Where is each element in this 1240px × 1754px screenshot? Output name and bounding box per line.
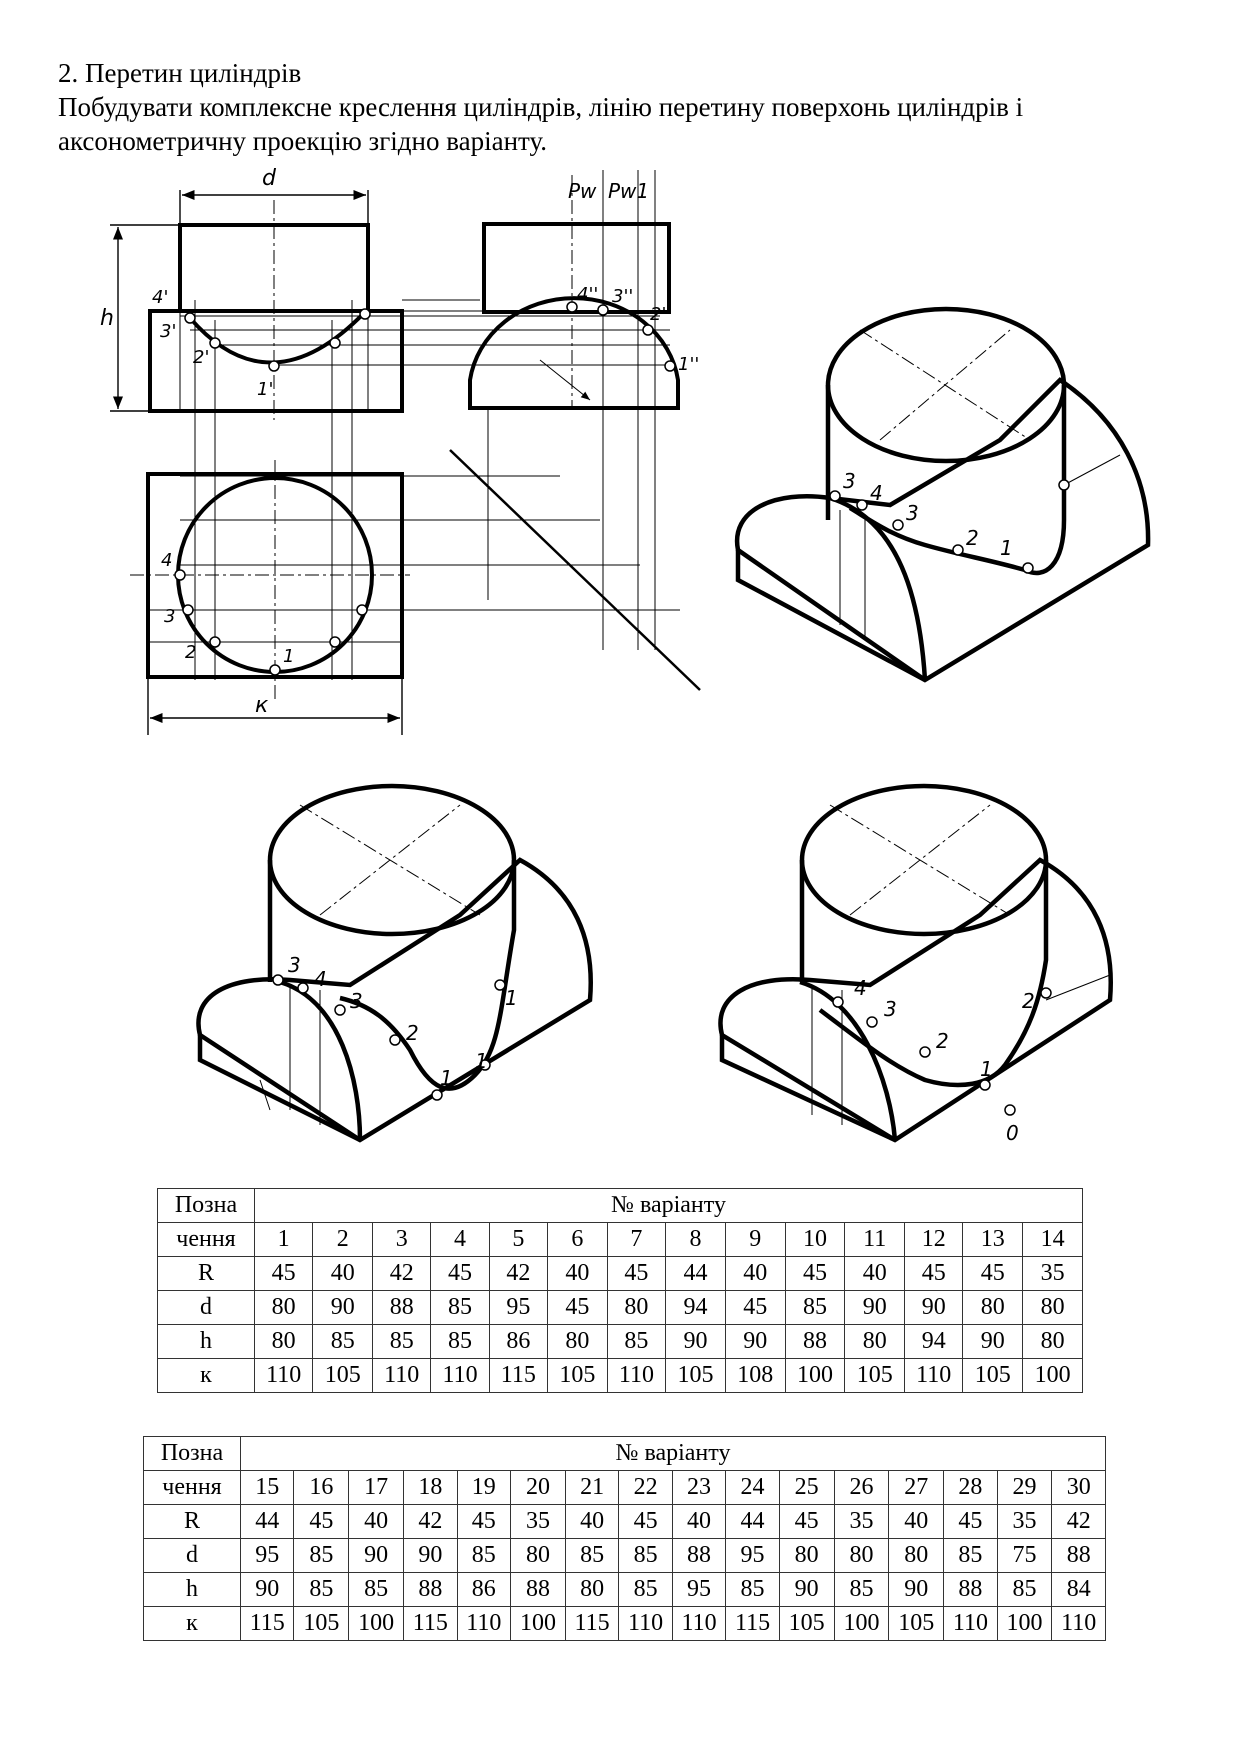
isometric-view-2 bbox=[198, 786, 590, 1140]
variant-cell: 30 bbox=[1052, 1471, 1106, 1505]
table-row bbox=[158, 1359, 1083, 1393]
table-cell: 85 bbox=[373, 1325, 431, 1359]
variant-cell: 5 bbox=[489, 1223, 547, 1257]
table-cell: 110 bbox=[373, 1359, 431, 1393]
table-cell: 115 bbox=[489, 1359, 547, 1393]
variant-cell: 16 bbox=[294, 1471, 349, 1505]
front-point-2: 2' bbox=[193, 347, 210, 368]
table-cell: 42 bbox=[1052, 1505, 1106, 1539]
table-cell: 115 bbox=[241, 1607, 294, 1641]
table-cell: 45 bbox=[785, 1257, 845, 1291]
iso3-point-4: 4 bbox=[854, 976, 867, 1000]
iso3-point-1: 1 bbox=[980, 1057, 993, 1081]
table-cell: 90 bbox=[349, 1539, 404, 1573]
variant-cell: 7 bbox=[607, 1223, 665, 1257]
table-cell: 44 bbox=[666, 1257, 726, 1291]
table-cell: 90 bbox=[889, 1573, 944, 1607]
table-cell: 105 bbox=[889, 1607, 944, 1641]
table-cell: 45 bbox=[963, 1257, 1023, 1291]
variants-table-2 bbox=[143, 1436, 1106, 1641]
table-header-row bbox=[158, 1189, 1083, 1223]
table-cell: 80 bbox=[1023, 1325, 1083, 1359]
table-cell: 95 bbox=[241, 1539, 294, 1573]
plane-label-pw: Pw bbox=[568, 179, 597, 203]
table-cell: 80 bbox=[255, 1325, 313, 1359]
table-cell: 42 bbox=[373, 1257, 431, 1291]
table-cell: 90 bbox=[404, 1539, 457, 1573]
top-view bbox=[130, 460, 410, 700]
dim-label-h: h bbox=[100, 306, 114, 331]
table-cell: 45 bbox=[619, 1505, 672, 1539]
row-label: h bbox=[144, 1573, 241, 1607]
table-cell: 85 bbox=[565, 1539, 618, 1573]
table-cell: 110 bbox=[944, 1607, 997, 1641]
table-cell: 40 bbox=[548, 1257, 608, 1291]
variant-cell: 15 bbox=[241, 1471, 294, 1505]
header-label-cell: чення bbox=[158, 1223, 255, 1257]
variant-cell: 3 bbox=[373, 1223, 431, 1257]
variant-cell: 22 bbox=[619, 1471, 672, 1505]
table-cell: 45 bbox=[548, 1291, 608, 1325]
row-label: к bbox=[144, 1607, 241, 1641]
variant-cell: 10 bbox=[785, 1223, 845, 1257]
table-cell: 85 bbox=[294, 1573, 349, 1607]
table-cell: 42 bbox=[489, 1257, 547, 1291]
table-cell: 85 bbox=[313, 1325, 373, 1359]
table-cell: 88 bbox=[373, 1291, 431, 1325]
variant-cell: 8 bbox=[666, 1223, 726, 1257]
table-cell: 85 bbox=[785, 1291, 845, 1325]
front-point-4: 4' bbox=[152, 287, 169, 308]
side-point-1: 1'' bbox=[678, 354, 700, 375]
table-cell: 88 bbox=[785, 1325, 845, 1359]
row-label: к bbox=[158, 1359, 255, 1393]
table-variant-row bbox=[158, 1223, 1083, 1257]
iso2-point-1b: 1 bbox=[475, 1049, 488, 1073]
isometric-view-1 bbox=[737, 309, 1148, 680]
table-cell: 40 bbox=[565, 1505, 618, 1539]
table-cell: 40 bbox=[672, 1505, 725, 1539]
table-cell: 100 bbox=[785, 1359, 845, 1393]
table-row bbox=[158, 1257, 1083, 1291]
table-cell: 44 bbox=[726, 1505, 779, 1539]
table-cell: 110 bbox=[1052, 1607, 1106, 1641]
table-row bbox=[158, 1291, 1083, 1325]
front-point-3: 3' bbox=[160, 321, 177, 342]
table-cell: 90 bbox=[963, 1325, 1023, 1359]
table-cell: 42 bbox=[404, 1505, 457, 1539]
table-cell: 110 bbox=[672, 1607, 725, 1641]
variant-cell: 6 bbox=[548, 1223, 608, 1257]
row-label: R bbox=[144, 1505, 241, 1539]
table-variant-row bbox=[144, 1471, 1106, 1505]
variant-cell: 11 bbox=[845, 1223, 905, 1257]
table-cell: 88 bbox=[1052, 1539, 1106, 1573]
table-cell: 94 bbox=[905, 1325, 963, 1359]
table-cell: 95 bbox=[489, 1291, 547, 1325]
task-text-line2: аксонометричну проекцію згідно варіанту. bbox=[58, 126, 548, 156]
task-text-line1: Побудувати комплексне креслення циліндрів, лінію перетину поверхонь циліндрів і bbox=[58, 92, 1024, 122]
table-cell: 90 bbox=[313, 1291, 373, 1325]
variant-cell: 2 bbox=[313, 1223, 373, 1257]
iso1-point-4: 4 bbox=[870, 481, 883, 505]
table-cell: 45 bbox=[607, 1257, 665, 1291]
table-cell: 85 bbox=[997, 1573, 1052, 1607]
variant-cell: 26 bbox=[834, 1471, 889, 1505]
table-cell: 110 bbox=[607, 1359, 665, 1393]
variant-cell: 28 bbox=[944, 1471, 997, 1505]
variant-cell: 23 bbox=[672, 1471, 725, 1505]
table-row bbox=[144, 1573, 1106, 1607]
iso1-point-2: 2 bbox=[966, 526, 979, 550]
table-cell: 100 bbox=[997, 1607, 1052, 1641]
iso2-labels bbox=[288, 953, 518, 1090]
table-cell: 85 bbox=[834, 1573, 889, 1607]
table-cell: 45 bbox=[431, 1257, 489, 1291]
variant-cell: 29 bbox=[997, 1471, 1052, 1505]
table-cell: 85 bbox=[457, 1539, 510, 1573]
variant-cell: 27 bbox=[889, 1471, 944, 1505]
table-cell: 105 bbox=[294, 1607, 349, 1641]
iso3-point-2b: 2 bbox=[1022, 989, 1035, 1013]
table-cell: 100 bbox=[834, 1607, 889, 1641]
variant-cell: 17 bbox=[349, 1471, 404, 1505]
table-cell: 100 bbox=[511, 1607, 566, 1641]
table-cell: 86 bbox=[457, 1573, 510, 1607]
dim-label-k: к bbox=[255, 693, 269, 718]
table-cell: 40 bbox=[349, 1505, 404, 1539]
table-cell: 80 bbox=[607, 1291, 665, 1325]
variant-cell: 18 bbox=[404, 1471, 457, 1505]
table-cell: 88 bbox=[511, 1573, 566, 1607]
side-point-4: 4'' bbox=[577, 284, 599, 305]
dimension-lines bbox=[110, 190, 402, 735]
table-row bbox=[158, 1325, 1083, 1359]
top-point-1: 1 bbox=[283, 646, 295, 667]
variants-table-1 bbox=[157, 1188, 1083, 1393]
iso3-point-3: 3 bbox=[884, 997, 897, 1021]
table-cell: 80 bbox=[834, 1539, 889, 1573]
header-label-cell: чення bbox=[144, 1471, 241, 1505]
table-cell: 85 bbox=[619, 1573, 672, 1607]
table-cell: 110 bbox=[905, 1359, 963, 1393]
table-cell: 75 bbox=[997, 1539, 1052, 1573]
table-cell: 80 bbox=[548, 1325, 608, 1359]
table-cell: 45 bbox=[944, 1505, 997, 1539]
table-cell: 44 bbox=[241, 1505, 294, 1539]
top-point-2: 2 bbox=[185, 642, 197, 663]
isometric-view-3 bbox=[720, 786, 1110, 1140]
table-cell: 115 bbox=[404, 1607, 457, 1641]
variant-cell: 24 bbox=[726, 1471, 779, 1505]
table-cell: 105 bbox=[666, 1359, 726, 1393]
variant-cell: 21 bbox=[565, 1471, 618, 1505]
table-cell: 35 bbox=[1023, 1257, 1083, 1291]
table-cell: 45 bbox=[294, 1505, 349, 1539]
iso1-point-3a: 3 bbox=[843, 469, 856, 493]
table-cell: 100 bbox=[1023, 1359, 1083, 1393]
table-cell: 84 bbox=[1052, 1573, 1106, 1607]
table-cell: 35 bbox=[834, 1505, 889, 1539]
table-cell: 45 bbox=[457, 1505, 510, 1539]
table-cell: 80 bbox=[1023, 1291, 1083, 1325]
table-cell: 35 bbox=[511, 1505, 566, 1539]
header-title-cell: № варіанту bbox=[241, 1437, 1106, 1471]
table-cell: 110 bbox=[457, 1607, 510, 1641]
variant-cell: 13 bbox=[963, 1223, 1023, 1257]
iso2-point-4: 4 bbox=[314, 967, 327, 991]
table-cell: 90 bbox=[905, 1291, 963, 1325]
iso3-point-2a: 2 bbox=[936, 1029, 949, 1053]
table-cell: 95 bbox=[726, 1539, 779, 1573]
header-title-cell: № варіанту bbox=[255, 1189, 1083, 1223]
table-cell: 88 bbox=[672, 1539, 725, 1573]
table-cell: 90 bbox=[845, 1291, 905, 1325]
iso3-point-0: 0 bbox=[1006, 1121, 1019, 1145]
variant-cell: 4 bbox=[431, 1223, 489, 1257]
table-cell: 110 bbox=[619, 1607, 672, 1641]
table-cell: 85 bbox=[607, 1325, 665, 1359]
table-row bbox=[144, 1539, 1106, 1573]
table-cell: 100 bbox=[349, 1607, 404, 1641]
table-cell: 40 bbox=[889, 1505, 944, 1539]
table-cell: 110 bbox=[255, 1359, 313, 1393]
table-cell: 45 bbox=[725, 1291, 785, 1325]
table-row bbox=[144, 1505, 1106, 1539]
table-cell: 90 bbox=[779, 1573, 834, 1607]
ortho-labels bbox=[100, 166, 699, 718]
table-cell: 85 bbox=[431, 1291, 489, 1325]
table-cell: 85 bbox=[349, 1573, 404, 1607]
variant-cell: 25 bbox=[779, 1471, 834, 1505]
variant-cell: 12 bbox=[905, 1223, 963, 1257]
table-cell: 85 bbox=[944, 1539, 997, 1573]
table-cell: 80 bbox=[963, 1291, 1023, 1325]
table-cell: 80 bbox=[511, 1539, 566, 1573]
table-cell: 90 bbox=[725, 1325, 785, 1359]
iso1-point-3b: 3 bbox=[906, 501, 919, 525]
section-title: 2. Перетин циліндрів bbox=[58, 58, 302, 88]
table-cell: 110 bbox=[431, 1359, 489, 1393]
dim-label-d: d bbox=[262, 166, 276, 191]
table-cell: 105 bbox=[779, 1607, 834, 1641]
iso2-point-1a: 1 bbox=[440, 1066, 453, 1090]
table-cell: 108 bbox=[725, 1359, 785, 1393]
table-cell: 85 bbox=[619, 1539, 672, 1573]
table-header-row bbox=[144, 1437, 1106, 1471]
table-cell: 80 bbox=[779, 1539, 834, 1573]
side-point-3: 3'' bbox=[612, 286, 634, 307]
table-cell: 94 bbox=[666, 1291, 726, 1325]
row-label: R bbox=[158, 1257, 255, 1291]
table-cell: 88 bbox=[944, 1573, 997, 1607]
iso2-point-3a: 3 bbox=[288, 953, 301, 977]
table-cell: 115 bbox=[565, 1607, 618, 1641]
table-cell: 105 bbox=[313, 1359, 373, 1393]
table-cell: 85 bbox=[431, 1325, 489, 1359]
variant-cell: 14 bbox=[1023, 1223, 1083, 1257]
table-row bbox=[144, 1607, 1106, 1641]
variant-cell: 19 bbox=[457, 1471, 510, 1505]
table-cell: 40 bbox=[725, 1257, 785, 1291]
table-cell: 80 bbox=[889, 1539, 944, 1573]
iso2-point-3b: 3 bbox=[350, 989, 363, 1013]
table-cell: 40 bbox=[845, 1257, 905, 1291]
front-point-1: 1' bbox=[257, 379, 274, 400]
table-cell: 45 bbox=[779, 1505, 834, 1539]
iso2-point-2: 2 bbox=[406, 1021, 419, 1045]
row-label: d bbox=[144, 1539, 241, 1573]
table-cell: 86 bbox=[489, 1325, 547, 1359]
iso2-point-1c: 1 bbox=[505, 986, 518, 1010]
orthographic-views bbox=[110, 170, 700, 735]
table-cell: 105 bbox=[548, 1359, 608, 1393]
table-cell: 45 bbox=[255, 1257, 313, 1291]
plane-label-pw1: Pw1 bbox=[608, 179, 650, 203]
table-cell: 90 bbox=[666, 1325, 726, 1359]
iso1-point-1: 1 bbox=[1000, 536, 1013, 560]
table-cell: 45 bbox=[905, 1257, 963, 1291]
row-label: h bbox=[158, 1325, 255, 1359]
variant-cell: 1 bbox=[255, 1223, 313, 1257]
variant-cell: 9 bbox=[725, 1223, 785, 1257]
table-cell: 105 bbox=[845, 1359, 905, 1393]
table-cell: 80 bbox=[565, 1573, 618, 1607]
top-point-4: 4 bbox=[161, 550, 173, 571]
projection-lines bbox=[150, 300, 700, 690]
table-cell: 95 bbox=[672, 1573, 725, 1607]
table-cell: 105 bbox=[963, 1359, 1023, 1393]
header-label-cell: Позна bbox=[144, 1437, 241, 1471]
table-cell: 115 bbox=[726, 1607, 779, 1641]
side-point-2: 2'' bbox=[650, 304, 672, 325]
table-cell: 85 bbox=[294, 1539, 349, 1573]
table-cell: 88 bbox=[404, 1573, 457, 1607]
table-cell: 90 bbox=[241, 1573, 294, 1607]
table-cell: 80 bbox=[255, 1291, 313, 1325]
table-cell: 40 bbox=[313, 1257, 373, 1291]
top-point-3: 3 bbox=[164, 606, 176, 627]
side-view bbox=[470, 170, 678, 650]
row-label: d bbox=[158, 1291, 255, 1325]
variant-cell: 20 bbox=[511, 1471, 566, 1505]
table-cell: 35 bbox=[997, 1505, 1052, 1539]
table-cell: 80 bbox=[845, 1325, 905, 1359]
header-label-cell: Позна bbox=[158, 1189, 255, 1223]
table-cell: 85 bbox=[726, 1573, 779, 1607]
